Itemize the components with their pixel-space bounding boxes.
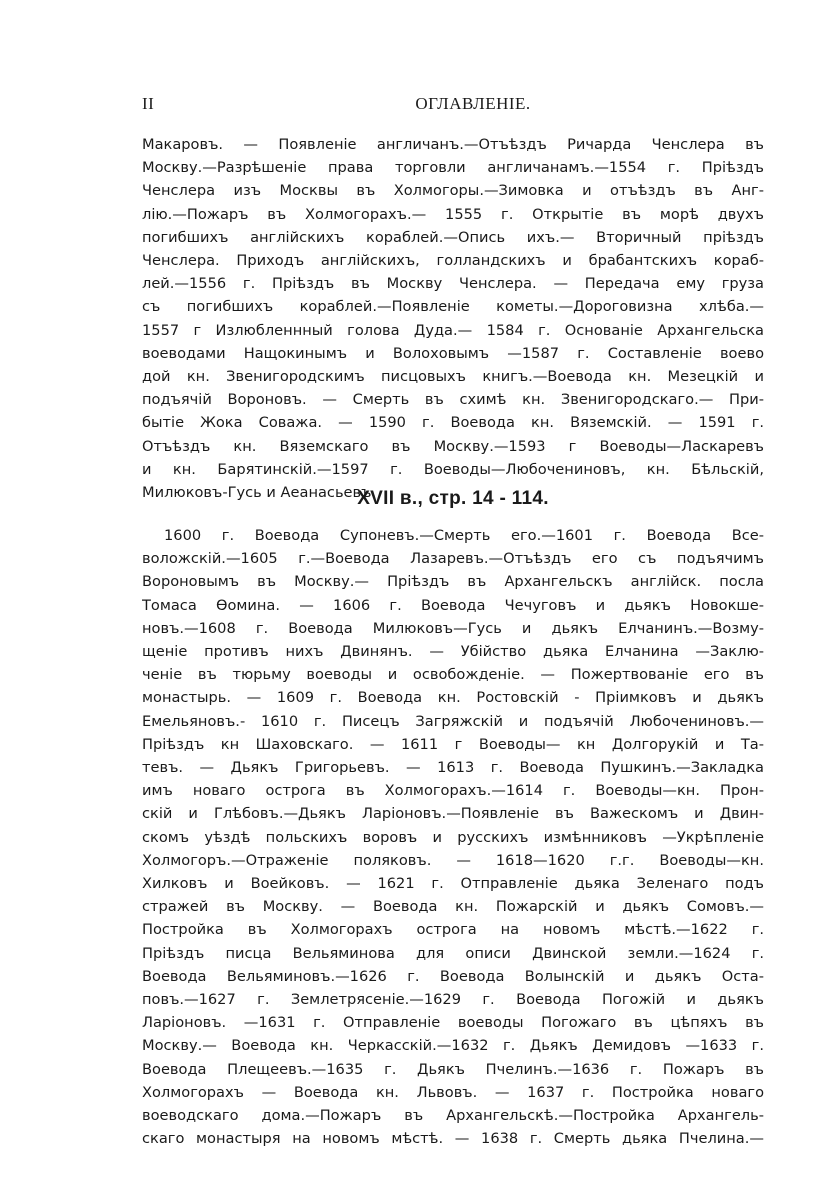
text-line: Томаса Өомина. — 1606 г. Воевода Чечуговъ и дьякъ Новокше-	[142, 596, 764, 614]
text-line: воложскій.—1605 г.—Воевода Лазаревъ.—Отъѣздъ его съ подъячимъ	[142, 550, 764, 568]
text-line: тевъ. — Дьякъ Григорьевъ. — 1613 г. Воевода Пушкинъ.—Закладка	[142, 759, 764, 777]
page-number: II	[142, 94, 155, 113]
text-line: Ченслера. Приходъ англійскихъ, голландскихъ и брабантскихъ кораб-	[142, 252, 764, 270]
text-line: Холмогоръ.—Отраженіе поляковъ. — 1618—1620 г.г. Воеводы—кн.	[142, 851, 764, 869]
text-line: Вороновымъ въ Москву.— Пріѣздъ въ Архангельскъ англійск. посла	[142, 573, 764, 591]
text-line: повъ.—1627 г. Землетрясеніе.—1629 г. Воевода Погожій и дьякъ	[142, 991, 764, 1009]
text-line: лію.—Пожаръ въ Холмогорахъ.— 1555 г. Открытіе въ морѣ двухъ	[142, 205, 764, 223]
text-line: Отъѣздъ кн. Вяземскаго въ Москву.—1593 г Воеводы—Ласкаревъ	[142, 437, 764, 455]
text-line: лей.—1556 г. Пріѣздъ въ Москву Ченслера. — Передача ему груза	[142, 275, 764, 293]
text-line: Милюковъ-Гусь и Аеанасьевъ.	[142, 484, 377, 502]
text-line: погибшихъ англійскихъ кораблей.—Опись ихъ.— Вторичный пріѣздъ	[142, 228, 764, 246]
text-line: подъячій Вороновъ. — Смерть въ схимѣ кн. Звенигородскаго.— При-	[142, 391, 764, 409]
text-line: Москву.— Воевода кн. Черкасскій.—1632 г. Дьякъ Демидовъ —1633 г.	[142, 1037, 764, 1055]
text-line: Макаровъ. — Появленіе англичанъ.—Отъѣздъ Ричарда Ченслера въ	[142, 136, 764, 153]
section-heading: XVII в., стр. 14 - 114.	[357, 488, 549, 509]
text-line: Москву.—Разрѣшеніе права торговли англичанамъ.—1554 г. Пріѣздъ	[142, 159, 764, 177]
text-line: монастырь. — 1609 г. Воевода кн. Ростовскій - Пріимковъ и дьякъ	[142, 689, 764, 707]
text-line: Ченслера изъ Москвы въ Холмогоры.—Зимовка и отъѣздъ въ Анг-	[142, 182, 764, 200]
text-line: и кн. Барятинскій.—1597 г. Воеводы—Любочениновъ, кн. Бѣльскій,	[142, 460, 764, 478]
paragraph	[142, 133, 764, 504]
paragraph	[142, 524, 764, 1150]
text-line: скаго монастыря на новомъ мѣстѣ. — 1638 г. Смерть дьяка Пчелина.—	[142, 1130, 764, 1148]
text-line: скомъ уѣздѣ польскихъ воровъ и русскихъ измѣнниковъ —Укрѣпленіе	[142, 828, 764, 846]
text-line: Холмогорахъ — Воевода кн. Львовъ. — 1637 г. Постройка новаго	[142, 1083, 764, 1101]
text-line: 1557 г Излюбленнный голова Дуда.— 1584 г. Основаніе Архангельска	[142, 321, 764, 339]
text-line: Воевода Вельяминовъ.—1626 г. Воевода Волынскій и дьякъ Оста-	[142, 967, 764, 985]
text-block-xvi-century	[142, 133, 764, 504]
text-line: бытіе Жока Соважа. — 1590 г. Воевода кн. Вяземскій. — 1591 г.	[142, 414, 764, 432]
text-line: щеніе противъ нихъ Двинянъ. — Убійство дьяка Елчанина —Заклю-	[142, 643, 764, 661]
text-line: Воевода Плещеевъ.—1635 г. Дьякъ Пчелинъ.—1636 г. Пожаръ въ	[142, 1060, 764, 1078]
text-line: Хилковъ и Воейковъ. — 1621 г. Отправленіе дьяка Зеленаго подъ	[142, 875, 764, 893]
page-title: ОГЛАВЛЕНІЕ.	[415, 94, 531, 113]
text-line: Пріѣздъ кн Шаховскаго. — 1611 г Воеводы— кн Долгорукій и Та-	[142, 735, 764, 753]
text-line: съ погибшихъ кораблей.—Появленіе кометы.—Дороговизна хлѣба.—	[142, 298, 764, 316]
text-line: ченіе въ тюрьму воеводы и освобожденіе. — Пожертвованіе его въ	[142, 666, 764, 684]
running-head	[142, 94, 764, 118]
text-line: Емельяновъ.- 1610 г. Писецъ Загряжскій и подъячій Любочениновъ.—	[142, 712, 764, 730]
text-line: воеводами Нащокинымъ и Волоховымъ —1587 г. Составленіе воево	[142, 344, 764, 362]
text-line: дой кн. Звенигородскимъ писцовыхъ книгъ.—Воевода кн. Мезецкій и	[142, 368, 764, 386]
text-line: стражей въ Москву. — Воевода кн. Пожарскій и дьякъ Сомовъ.—	[142, 898, 764, 916]
text-block-xvii-century	[142, 524, 764, 1150]
text-line: 1600 г. Воевода Супоневъ.—Смерть его.—1601 г. Воевода Все-	[164, 527, 764, 544]
text-line: Пріѣздъ писца Вельяминова для описи Двинской земли.—1624 г.	[142, 944, 764, 962]
text-line: Ларіоновъ. —1631 г. Отправленіе воеводы Погожаго въ цѣпяхъ въ	[142, 1014, 764, 1032]
text-line: новъ.—1608 г. Воевода Милюковъ—Гусь и дьякъ Елчанинъ.—Возму-	[142, 619, 764, 637]
text-line: скій и Глѣбовъ.—Дьякъ Ларіоновъ.—Появленіе въ Важескомъ и Двин-	[142, 805, 764, 823]
text-line: имъ новаго острога въ Холмогорахъ.—1614 г. Воеводы—кн. Прон-	[142, 782, 764, 800]
text-line: Постройка въ Холмогорахъ острога на новомъ мѣстѣ.—1622 г.	[142, 921, 764, 939]
text-line: воеводскаго дома.—Пожаръ въ Архангельскѣ.—Постройка Архангель-	[142, 1107, 764, 1125]
